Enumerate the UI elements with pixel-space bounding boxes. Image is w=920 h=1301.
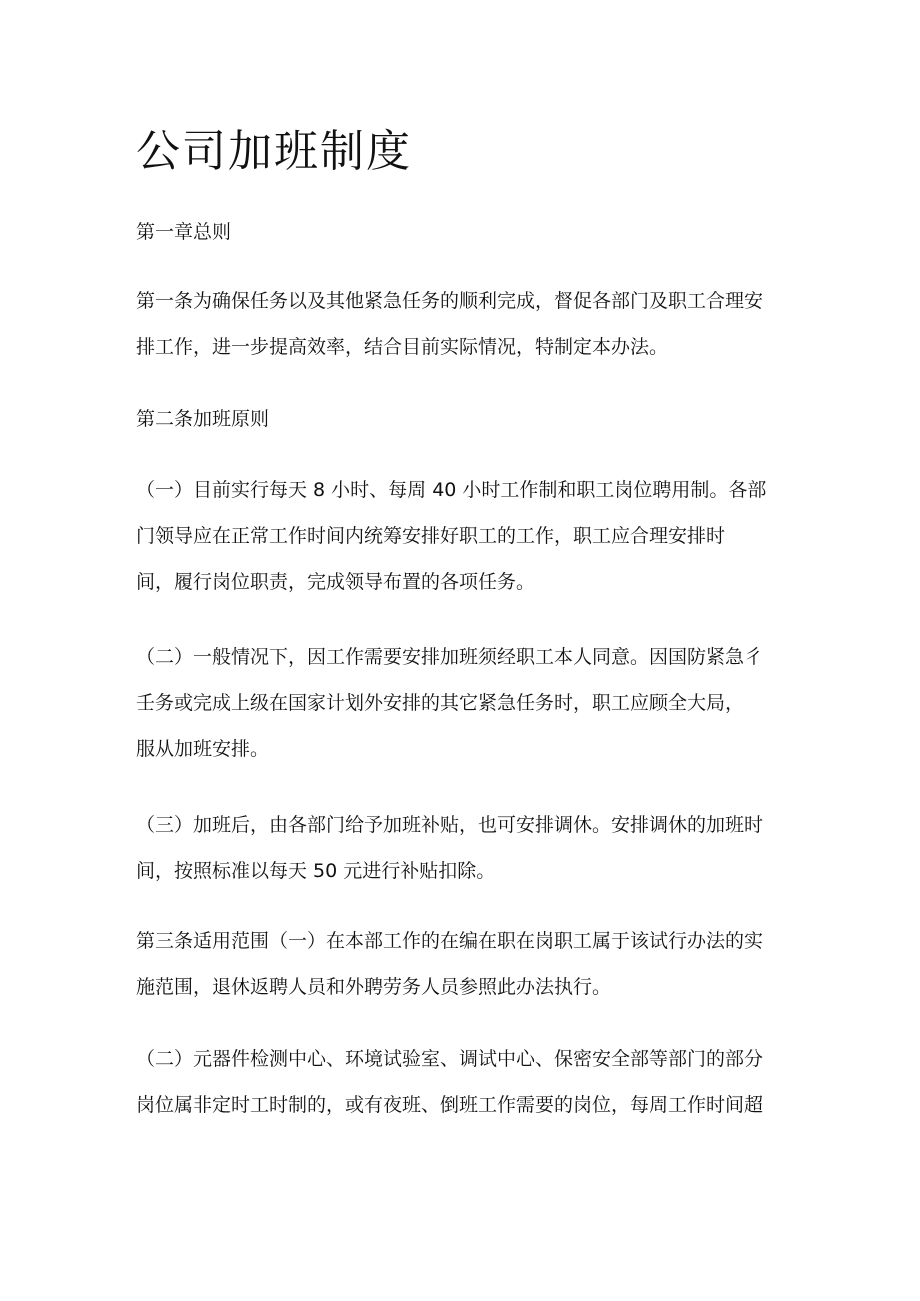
document-title: 公司加班制度 bbox=[136, 126, 412, 177]
text-line: （三）加班后，由各部门给予加班补贴，也可安排调休。安排调休的加班时 bbox=[136, 814, 764, 836]
chapter-heading bbox=[136, 216, 796, 248]
text-line: 施范围，退休返聘人员和外聘劳务人员参照此办法执行。 bbox=[136, 976, 612, 998]
article-1-paragraph bbox=[136, 285, 796, 363]
article-2-heading bbox=[136, 403, 796, 435]
item-3-paragraph bbox=[136, 809, 796, 887]
item-1-paragraph bbox=[136, 474, 796, 598]
article-3-paragraph bbox=[136, 925, 796, 1003]
item-2-paragraph bbox=[136, 641, 796, 765]
text-line: 第二条加班原则 bbox=[136, 408, 270, 430]
text-line: 门领导应在正常工作时间内统筹安排好职工的工作，职工应合理安排时 bbox=[136, 525, 726, 547]
text-line: （一）目前实行每天 8 小时、每周 40 小时工作制和职工岗位聘用制。各部 bbox=[136, 479, 767, 501]
text-line: 第一章总则 bbox=[136, 221, 232, 243]
text-line: 第一条为确保任务以及其他紧急任务的顺利完成，督促各部门及职工合理安 bbox=[136, 290, 764, 312]
text-line: 间，按照标准以每天 50 元进行补贴扣除。 bbox=[136, 860, 496, 882]
text-line: （二）元器件检测中心、环境试验室、调试中心、保密安全部等部门的部分 bbox=[136, 1048, 764, 1070]
item-4-paragraph bbox=[136, 1043, 796, 1121]
text-line: 壬务或完成上级在国家计划外安排的其它紧急任务时，职工应顾全大局， bbox=[136, 692, 745, 714]
text-line: 间，履行岗位职责，完成领导布置的各项任务。 bbox=[136, 571, 536, 593]
text-line: 排工作，进一步提高效率，结合目前实际情况，特制定本办法。 bbox=[136, 336, 669, 358]
text-line: 岗位属非定时工时制的，或有夜班、倒班工作需要的岗位，每周工作时间超 bbox=[136, 1094, 764, 1116]
text-line: 服从加班安排。 bbox=[136, 738, 270, 760]
text-line: （二）一般情况下，因工作需要安排加班须经职工本人同意。因国防紧急彳 bbox=[136, 646, 764, 668]
text-line: 第三条适用范围（一）在本部工作的在编在职在岗职工属于该试行办法的实 bbox=[136, 930, 764, 952]
